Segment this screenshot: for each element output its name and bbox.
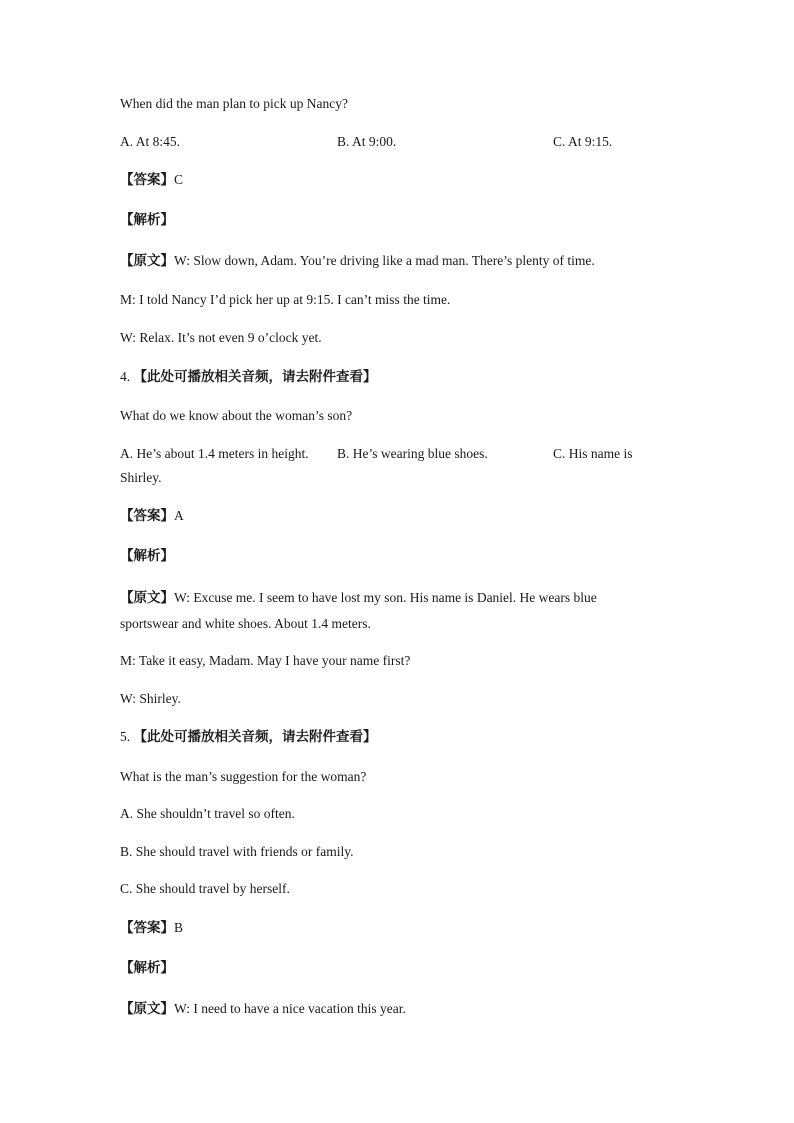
q4-option-a: A. He’s about 1.4 meters in height.: [120, 446, 309, 461]
q5-analysis-label: 【解析】: [120, 960, 174, 976]
q4-header: [120, 369, 377, 385]
q4-transcript-line2: M: Take it easy, Madam. May I have your name first?: [120, 653, 411, 668]
q4-answer-value: A: [174, 508, 184, 523]
q4-transcript-line1-continued: sportswear and white shoes. About 1.4 meters.: [120, 616, 371, 631]
q5-option-a: A. She shouldn’t travel so often.: [120, 806, 295, 821]
q4-analysis-label: 【解析】: [120, 548, 174, 564]
q4-transcript-line3: W: Shirley.: [120, 691, 181, 706]
q3-transcript-label: 【原文】: [120, 253, 174, 269]
q5-option-c: C. She should travel by herself.: [120, 881, 290, 896]
q5-analysis: [120, 960, 174, 976]
q5-transcript-label: 【原文】: [120, 1001, 174, 1017]
q5-option-b: B. She should travel with friends or family.: [120, 844, 354, 859]
q3-answer: [120, 172, 183, 188]
q4-audio-note: 【此处可播放相关音频，请去附件查看】: [133, 369, 377, 385]
q5-answer-value: B: [174, 920, 184, 935]
q4-answer-label: 【答案】: [120, 508, 174, 524]
q3-transcript-text1: W: Slow down, Adam. You’re driving like a mad man. There’s plenty of time.: [174, 253, 595, 268]
q3-transcript-line2: M: I told Nancy I’d pick her up at 9:15. I can’t miss the time.: [120, 292, 451, 307]
q3-transcript-line1: [120, 253, 595, 269]
q4-transcript-text1: W: Excuse me. I seem to have lost my son. His name is Daniel. He wears blue: [174, 590, 597, 605]
q3-option-c: C. At 9:15.: [553, 134, 613, 149]
q3-question: When did the man plan to pick up Nancy?: [120, 96, 348, 111]
q3-option-a: A. At 8:45.: [120, 134, 181, 149]
q5-header: [120, 729, 377, 745]
q3-transcript-line3: W: Relax. It’s not even 9 o’clock yet.: [120, 330, 322, 345]
q4-option-c: C. His name is: [553, 446, 633, 461]
q4-option-b: B. He’s wearing blue shoes.: [337, 446, 488, 461]
q3-analysis: [120, 212, 174, 228]
q4-option-c-continued: Shirley.: [120, 470, 162, 485]
q4-transcript-line1: [120, 590, 597, 606]
q5-transcript-text1: W: I need to have a nice vacation this year.: [174, 1001, 406, 1016]
q4-analysis: [120, 548, 174, 564]
q5-audio-note: 【此处可播放相关音频，请去附件查看】: [133, 729, 377, 745]
q3-option-b: B. At 9:00.: [337, 134, 397, 149]
q5-answer-label: 【答案】: [120, 920, 174, 936]
q5-question: What is the man’s suggestion for the woman?: [120, 769, 367, 784]
q5-answer: [120, 920, 183, 936]
q3-analysis-label: 【解析】: [120, 212, 174, 228]
q3-answer-label: 【答案】: [120, 172, 174, 188]
q5-transcript-line1: [120, 1001, 406, 1017]
q4-question: What do we know about the woman’s son?: [120, 408, 353, 423]
q5-number: 5.: [120, 729, 131, 744]
q3-answer-value: C: [174, 172, 184, 187]
q4-number: 4.: [120, 369, 131, 384]
q4-answer: [120, 508, 184, 524]
q4-transcript-label: 【原文】: [120, 590, 174, 606]
